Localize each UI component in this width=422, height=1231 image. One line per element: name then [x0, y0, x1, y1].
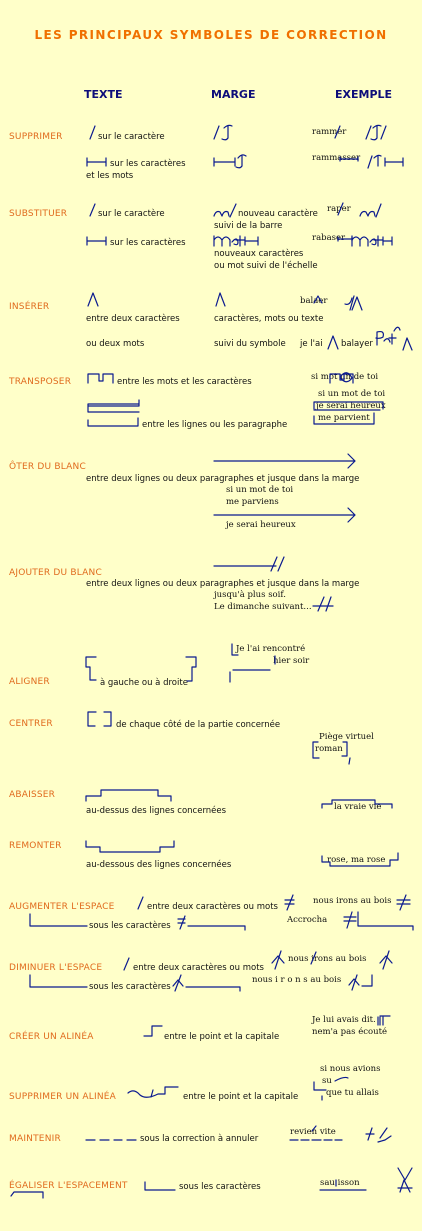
align-mark-icon [230, 644, 275, 682]
equalize-mark-icon [398, 1168, 412, 1192]
remonter-texte-1: au-dessous des lignes concernées [86, 860, 232, 870]
inserer-exemple-1: balaer [300, 296, 328, 306]
transpose-mark-icon [88, 400, 139, 426]
increase-space-icon [344, 912, 413, 930]
slash-mark-icon [124, 958, 129, 970]
supprimer-alinea-exemple-2: su [322, 1076, 332, 1086]
paragraph-mark-icon [144, 1026, 162, 1036]
egaliser-texte-1: sous les caractères [179, 1182, 261, 1192]
stet-mark-icon [366, 1128, 391, 1142]
inserer-exemple-2a: je l'ai [300, 339, 323, 349]
abaisser-texte-1: au-dessus des lignes concernées [86, 806, 227, 816]
centrer-exemple-2: roman [315, 744, 343, 754]
section-label-abaisser: ABAISSER [9, 790, 56, 800]
lower-mark-icon [322, 800, 392, 808]
aligner-exemple-1: Je l'ai rencontré [236, 644, 306, 654]
creer-alinea-exemple-2: nem'a pas écouté [312, 1027, 388, 1037]
slash-mark-icon [90, 126, 95, 139]
diminuer-texte-1: entre deux caractères ou mots [133, 963, 264, 973]
substituer-texte-2: sur les caractères [110, 238, 186, 248]
insert-mark-icon [88, 293, 98, 306]
supprimer-texte-3: et les mots [86, 171, 134, 181]
space-mark-icon [313, 597, 333, 611]
ajouter-blanc-exemple-2: Le dimanche suivant... [214, 602, 312, 612]
section-label-maintenir: MAINTENIR [9, 1134, 61, 1144]
center-mark-icon [313, 742, 350, 764]
substituer-marge-3: nouveaux caractères [214, 249, 304, 259]
supprimer-texte-1: sur le caractère [98, 132, 165, 142]
diminuer-texte-2: sous les caractères [89, 982, 171, 992]
supprimer-exemple-2: rammasser [312, 153, 361, 163]
lower-mark-icon [86, 790, 171, 801]
equalize-mark-icon [11, 1192, 43, 1198]
increase-space-icon [30, 914, 245, 930]
increase-space-icon [397, 895, 410, 910]
slash-mark-icon [311, 952, 316, 964]
augmenter-texte-2: sous les caractères [89, 921, 171, 931]
abaisser-exemple-1: la vraie vie [334, 802, 382, 812]
align-mark-icon [186, 657, 196, 681]
bar-mark-icon [87, 158, 106, 166]
insert-mark-icon [345, 296, 362, 310]
maintenir-exemple-1: revien vite [290, 1127, 336, 1137]
supprimer-alinea-exemple-1: si nous avions [320, 1064, 381, 1074]
paragraph-mark-icon [378, 1016, 390, 1025]
decrease-space-icon [272, 951, 284, 969]
substitute-mark-icon [352, 236, 392, 246]
center-mark-icon [88, 712, 111, 726]
substituer-marge-4: ou mot suivi de l'échelle [214, 261, 318, 271]
join-mark-icon [314, 1077, 348, 1090]
space-mark-icon [214, 557, 284, 571]
transposer-exemple-1: si mot un de toi [311, 372, 379, 382]
section-label-centrer: CENTRER [9, 719, 53, 729]
transposer-exemple-3: je serai heureux [316, 401, 386, 411]
equalize-mark-icon [320, 1180, 366, 1190]
substituer-texte-1: sur le caractère [98, 209, 165, 219]
delete-mark-icon [366, 125, 386, 139]
augmenter-texte-1: entre deux caractères ou mots [147, 902, 278, 912]
substituer-exemple-1a: raper [327, 204, 351, 214]
inserer-exemple-2b: balayer [341, 339, 373, 349]
column-header-texte: TEXTE [84, 88, 123, 101]
section-label-supprimer: SUPPRIMER [9, 132, 63, 142]
bar-mark-icon [340, 157, 358, 161]
transposer-exemple-2: si un mot de toi [318, 389, 386, 399]
supprimer-alinea-texte-1: entre le point et la capitale [183, 1092, 299, 1102]
insert-mark-icon [376, 327, 412, 350]
substitute-mark-icon [214, 204, 236, 217]
page-title: LES PRINCIPAUX SYMBOLES DE CORRECTION [34, 28, 388, 42]
column-header-marge: MARGE [211, 88, 256, 101]
diminuer-exemple-1: nous irons au bois [288, 954, 367, 964]
bar-mark-icon [87, 237, 106, 245]
supprimer-exemple-1: rammer [312, 127, 347, 137]
insert-mark-icon [328, 336, 338, 349]
slash-mark-icon [338, 203, 343, 215]
oter-blanc-texte-1: entre deux lignes ou deux paragraphes et jusque dans la marge [86, 474, 360, 484]
delete-mark-icon [368, 155, 403, 168]
section-label-remonter: REMONTER [9, 841, 62, 851]
transposer-texte-1: entre les mots et les caractères [117, 377, 252, 387]
section-label-supprimer-alinea: SUPPRIMER UN ALINÉA [9, 1092, 117, 1102]
delete-mark-icon [214, 155, 246, 168]
transpose-mark-icon [88, 374, 113, 383]
section-label-oter-blanc: ÔTER DU BLANC [9, 462, 86, 472]
augmenter-exemple-2: Accrocha [287, 915, 328, 925]
column-header-exemple: EXEMPLE [335, 88, 393, 101]
arrow-mark-icon [214, 454, 355, 468]
section-label-egaliser: ÉGALISER L'ESPACEMENT [9, 1181, 128, 1191]
join-mark-icon [128, 1087, 178, 1097]
substituer-marge-2: suivi de la barre [214, 221, 283, 231]
centrer-texte-1: de chaque côté de la partie concernée [116, 720, 281, 730]
aligner-exemple-2: hier soir [273, 656, 310, 666]
egaliser-exemple-1: sau isson [320, 1178, 360, 1188]
aligner-texte-1: à gauche ou à droite [100, 678, 188, 688]
section-label-transposer: TRANSPOSER [9, 377, 72, 387]
creer-alinea-exemple-1: Je lui avais dit. [312, 1015, 376, 1025]
ajouter-blanc-texte-1: entre deux lignes ou deux paragraphes et jusque dans la marge [86, 579, 360, 589]
raise-mark-icon [322, 853, 398, 866]
oter-blanc-exemple-1: si un mot de toi [226, 485, 294, 495]
align-mark-icon [86, 657, 96, 680]
substitute-mark-icon [360, 204, 381, 217]
transposer-exemple-4: me parvient [318, 413, 370, 423]
centrer-exemple-1: Piège virtuel [319, 732, 374, 742]
stet-mark-icon [312, 1126, 316, 1131]
supprimer-texte-2: sur les caractères [110, 159, 186, 169]
section-label-diminuer: DIMINUER L'ESPACE [9, 963, 103, 973]
insert-mark-icon [314, 296, 322, 303]
decrease-space-icon [349, 975, 372, 990]
diminuer-exemple-2: nous i r o n s au bois [252, 975, 342, 985]
arrow-mark-icon [214, 508, 355, 522]
transposer-texte-2: entre les lignes ou les paragraphe [142, 420, 288, 430]
section-label-ajouter-blanc: AJOUTER DU BLANC [9, 568, 102, 578]
section-label-aligner: ALIGNER [9, 677, 50, 687]
insert-mark-icon [216, 293, 225, 306]
slash-mark-icon [90, 204, 95, 216]
delete-mark-icon [214, 125, 232, 139]
substituer-marge-1: nouveau caractère [238, 209, 318, 219]
oter-blanc-exemple-3: je serai heureux [226, 520, 296, 530]
substitute-mark-icon [214, 236, 258, 246]
maintenir-texte-1: sous la correction à annuler [140, 1134, 259, 1144]
increase-space-icon [285, 895, 294, 910]
inserer-texte-1: entre deux caractères [86, 314, 180, 324]
bar-mark-icon [338, 237, 352, 241]
slash-mark-icon [335, 126, 340, 138]
equalize-mark-icon [145, 1182, 175, 1190]
section-label-inserer: INSÉRER [9, 302, 50, 312]
transpose-mark-icon [314, 402, 383, 424]
oter-blanc-exemple-2: me parviens [226, 497, 279, 507]
raise-mark-icon [86, 841, 174, 852]
section-label-creer-alinea: CRÉER UN ALINÉA [9, 1032, 94, 1042]
inserer-texte-2: ou deux mots [86, 339, 145, 349]
creer-alinea-texte-1: entre le point et la capitale [164, 1032, 280, 1042]
section-label-augmenter: AUGMENTER L'ESPACE [9, 902, 115, 912]
section-label-substituer: SUBSTITUER [9, 209, 68, 219]
substituer-exemple-2a: rabaser [312, 233, 346, 243]
augmenter-exemple-1: nous irons au bois [313, 896, 392, 906]
remonter-exemple-1: rose, ma rose [327, 855, 386, 865]
inserer-marge-2: suivi du symbole [214, 339, 286, 349]
decrease-space-icon [380, 951, 392, 969]
inserer-marge-1: caractères, mots ou texte [214, 314, 324, 324]
supprimer-alinea-exemple-3: que tu allais [326, 1088, 379, 1098]
decrease-space-icon [30, 975, 240, 991]
ajouter-blanc-exemple-1: jusqu'à plus soif. [214, 590, 286, 600]
slash-mark-icon [138, 897, 143, 909]
